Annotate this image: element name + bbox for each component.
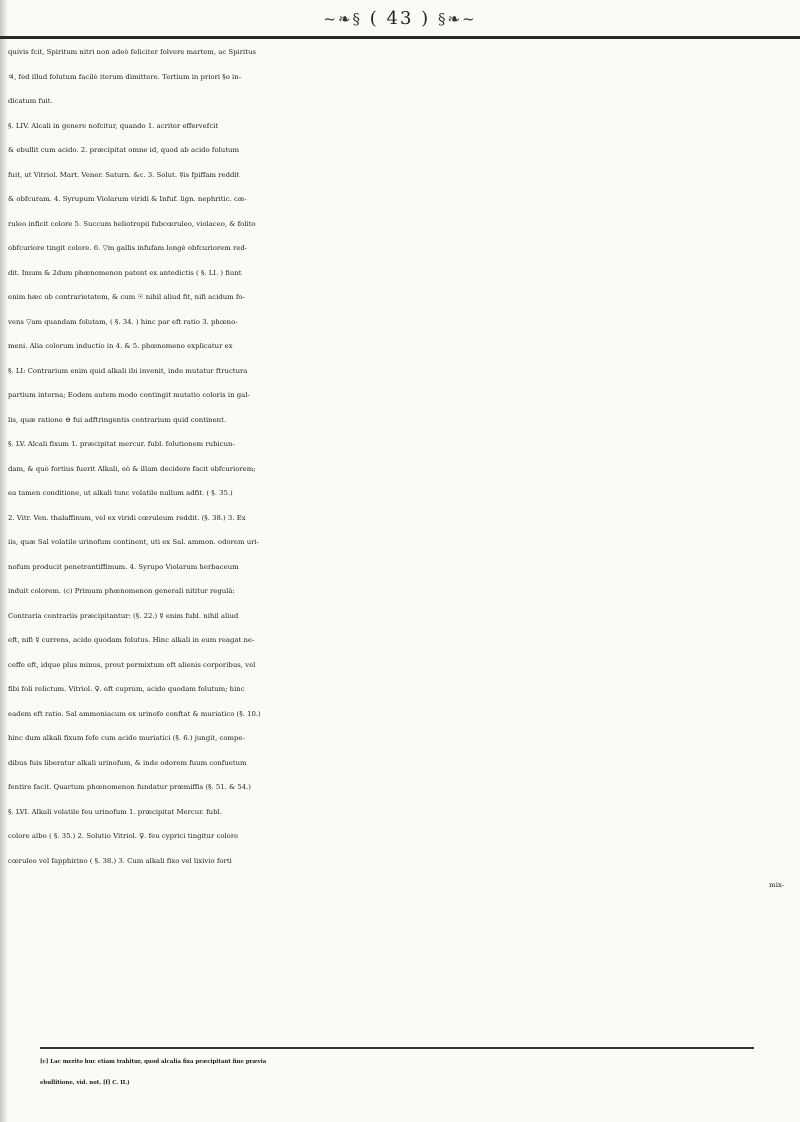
main-text xyxy=(8,40,790,898)
text-line: iis, quæ Sal volatile urinofum continent, uti ex Sal. ammon. odorem uri- xyxy=(8,538,259,546)
page-header xyxy=(0,8,800,36)
text-line: fentire facit. Quartum phœnomenon fundatur præmiffis (§. 51. & 54.) xyxy=(8,783,251,791)
footnote xyxy=(40,1052,770,1094)
text-line: fuit, ut Vitriol. Mart. Vener. Saturn. &c. 3. Solut. ☿is fpiffam reddit xyxy=(8,170,240,179)
text-line: ruleo inficit colore 5. Succum heliotropii fubcœruleo, violaceo, & folito xyxy=(8,219,256,228)
text-line: partium interna; Eodem autem modo contingit mutatio coloris in gal- xyxy=(8,391,250,399)
text-line: §. LVI. Alkali volatile feu urinofum 1. præcipitat Mercur. fubl. xyxy=(8,807,222,816)
text-line: vens ▽am quandam folutam, ( §. 34. ) hinc par eft ratio 3. phœno- xyxy=(8,317,238,326)
text-line: enim hæc ob contrarietatem, & cum ☉ nihil aliud fit, nifi acidum fo- xyxy=(8,293,245,301)
text-line: & obfcuram. 4. Syrupum Violarum viridi & Infuf. lign. nephritic. cæ- xyxy=(8,195,247,203)
text-line: quivis fcit, Spiritum nitri non adeò feliciter folvere martem, ac Spiritus xyxy=(8,48,256,56)
text-line: ♃, fed illud folutum facilè iterum dimittere. Tertium in priori §o in- xyxy=(8,72,242,81)
text-line: nofum producit penetrantiffimum. 4. Syrupo Violarum herbaceum xyxy=(8,562,239,571)
text-line: ceffe eft, idque plus minus, prout permixtum eft alienis corporibus, vel xyxy=(8,660,256,669)
text-line: obfcuriore tingit colore. 6. ▽m gallis infufam longè obfcuriorem red- xyxy=(8,244,248,252)
text-line: cœruleo vel fapphirino ( §. 38.) 3. Cum alkali fixo vel lixivio forti xyxy=(8,856,232,865)
text-line: dicatum fuit. xyxy=(8,97,53,105)
text-line: mix- xyxy=(769,881,784,889)
footnote-rule xyxy=(40,1047,754,1049)
header-rule xyxy=(0,36,800,39)
header-ornament-left: ~❧§ xyxy=(323,10,363,28)
text-line: Contraria contrariis præcipitantur: (§. 22.) ☿ enim fubl. nihil aliud xyxy=(8,611,239,620)
page-number: ( 43 ) xyxy=(369,8,431,29)
text-line: dibus fuis liberatur alkali urinofum, & inde odorem fuum confuetum xyxy=(8,758,247,767)
footnote-line: [c] Lac merito huc etiam trahitur, quod alcalia fixa præcipitant fine prævia xyxy=(40,1059,267,1065)
text-line: 2. Vitr. Ven. thalaffinum, vel ex viridi cœruleum reddit. (§. 38.) 3. Ex xyxy=(8,513,246,522)
text-line: eadem eft ratio. Sal ammoniacum ex urinofo conftat & muriatico (§. 10.) xyxy=(8,709,261,718)
text-line: hinc dum alkali fixum fefe cum acido muriatici (§. 6.) jungit, compe- xyxy=(8,734,245,742)
text-line: dam, & quò fortius fuerit Alkali, eò & illam decidere facit obfcuriorem; xyxy=(8,464,256,473)
footnote-line: ebullitione, vid. not. [f] C. II.) xyxy=(40,1080,130,1086)
text-line: induit colorem. (c) Primum phœnomenon generali nititur regulâ: xyxy=(8,587,235,595)
text-line: lis, quæ ratione ⊖ fui adftringentis contrarium quid continent. xyxy=(8,415,227,424)
text-line: §. LV. Alcali fixum 1. præcipitat mercur. fubl. folutionem rubicun- xyxy=(8,440,235,448)
text-line: dit. Imum & 2dum phœnomenon patent ex antedictis ( §. LI. ) fiunt xyxy=(8,268,242,277)
text-line: & ebullit cum acido. 2. præcipitat omne id, quod ab acido folutum xyxy=(8,146,239,154)
text-line: colore albo ( §. 35.) 2. Solutio Vitriol. ♀. feu cyprici tingitur colore xyxy=(8,832,239,840)
text-line: §. LIV. Alcali in genere nofcitur, quando 1. acriter effervefcit xyxy=(8,121,219,130)
text-line: meni. Alia colorum inductio in 4. & 5. phœnomeno explicatur ex xyxy=(8,342,233,350)
header-ornament-right: §❧~ xyxy=(437,10,477,28)
page-edge-shadow xyxy=(0,0,8,1122)
text-line: §. LI: Contrarium enim quid alkali ibi invenit, inde mutatur ftructura xyxy=(8,366,248,375)
text-line: eft, nifi ☿ currens, acido quodam folutus. Hinc alkali in eum reagat ne- xyxy=(8,636,255,644)
text-line: ea tamen conditione, ut alkali tunc volatile nullum adfit. ( §. 35.) xyxy=(8,489,233,497)
text-line: fibi foli relictum. Vitriol. ♀. eft cuprum, acido quodam folutum; hinc xyxy=(8,685,245,693)
